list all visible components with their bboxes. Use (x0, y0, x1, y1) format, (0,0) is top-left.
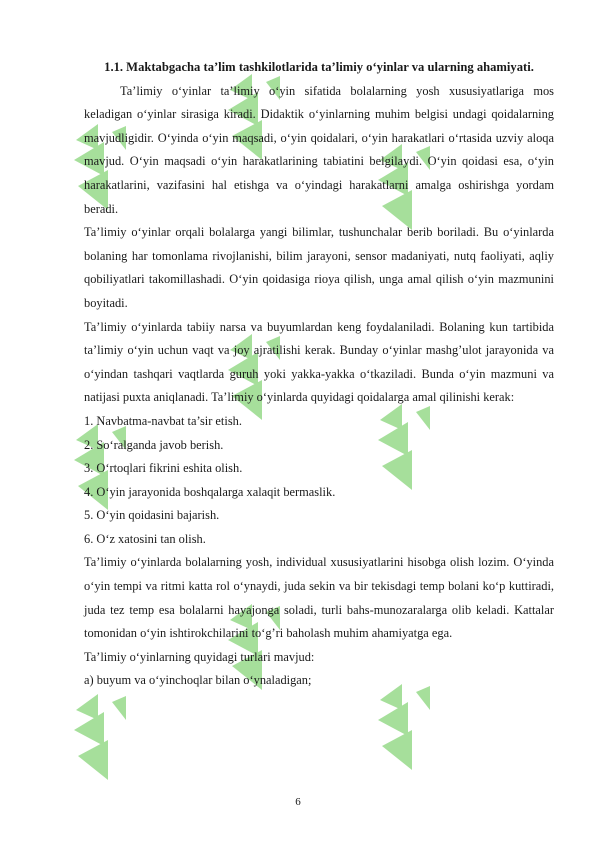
paragraph: Ta’limiy o‘yinlarda bolalarning yosh, individual xususiyatlarini hisobga olish lozim. O‘yinda o‘yin tempi va ritmi katta rol o‘ynaydi, juda sekin va bir tekisdagi temp bolani ko‘p kuttiradi, juda tez temp esa bolalarni hayajonga soladi, turli bahs-munozaralarga olib keladi. Kattalar tomonidan o‘yin ishtirokchilarini to‘g’ri baholash muhim ahamiyatga ega. (84, 555, 554, 641)
rule-list-item: 4. O‘yin jarayonida boshqalarga xalaqit bermaslik. (84, 484, 336, 499)
rule-list-item: 5. O‘yin qoidasini bajarish. (84, 508, 220, 523)
rule-list-item: 6. O‘z xatosini tan olish. (84, 531, 206, 546)
document-body (84, 56, 554, 693)
types-intro: Ta’limiy o‘yinlarning quyidagi turlari mavjud: (84, 649, 315, 664)
paragraph: Ta’limiy o‘yinlar orqali bolalarga yangi bilimlar, tushunchalar berib boriladi. Bu o‘yinlarda bolaning har tomonlama rivojlanishi, bilim jarayoni, sensor madaniyati, nutq faoliyati, aqliy qobiliyatlari takomillashadi. O‘yin qoidasiga rioya qilish, unga amal qilish o‘yin mazmunini boyitadi. (84, 225, 554, 310)
paragraph: Ta’limiy o‘yinlarda tabiiy narsa va buyumlardan keng foydalaniladi. Bolaning kun tartibida ta’limiy o‘yin uchun vaqt va joy ajratilishi kerak. Bunday o‘yinlar mashg’ulot jarayonida va o‘yindan tashqari vaqtlarda guruh yoki yakka-yakka o‘tkaziladi. Bunda o‘yin mazmuni va natijasi puxta aniqlanadi. Ta’limiy o‘yinlarda quyidagi qoidalarga amal qilinishi kerak: (84, 319, 554, 405)
watermark-logo-icon (372, 680, 432, 780)
page-number: 6 (295, 796, 301, 808)
rule-list-item: 2. So‘ralganda javob berish. (84, 437, 224, 452)
rule-list-item: 3. O‘rtoqlari fikrini eshita olish. (84, 461, 243, 476)
section-title: 1.1. Maktabgacha ta’lim tashkilotlarida ta’limiy o‘yinlar va ularning ahamiyati. (104, 60, 534, 74)
rule-list-item: 1. Navbatma-navbat ta’sir etish. (84, 413, 242, 428)
type-list-item: a) buyum va o‘yinchoqlar bilan o‘ynaladigan; (84, 673, 312, 688)
paragraph: Ta’limiy o‘yinlar ta’limiy o‘yin sifatida bolalarning yosh xususiyatlariga mos keladigan o‘yinlar sirasiga kiradi. Didaktik o‘yinlarning muhim belgisi undagi qoidalarning mavjudligidir. O‘yinda o‘yin maqsadi, o‘yin qoidalari, o‘yin harakatlari o‘rtasida uzviy aloqa mavjud. O‘yin maqsadi o‘yin harakatlarining tabiatini belgilaydi. O‘yin qoidasi esa, o‘yin harakatlarini, vazifasini hal etishga va o‘yindagi harakatlarni amalga oshirishga yordam beradi. (84, 83, 554, 216)
watermark-logo-icon (68, 690, 128, 790)
